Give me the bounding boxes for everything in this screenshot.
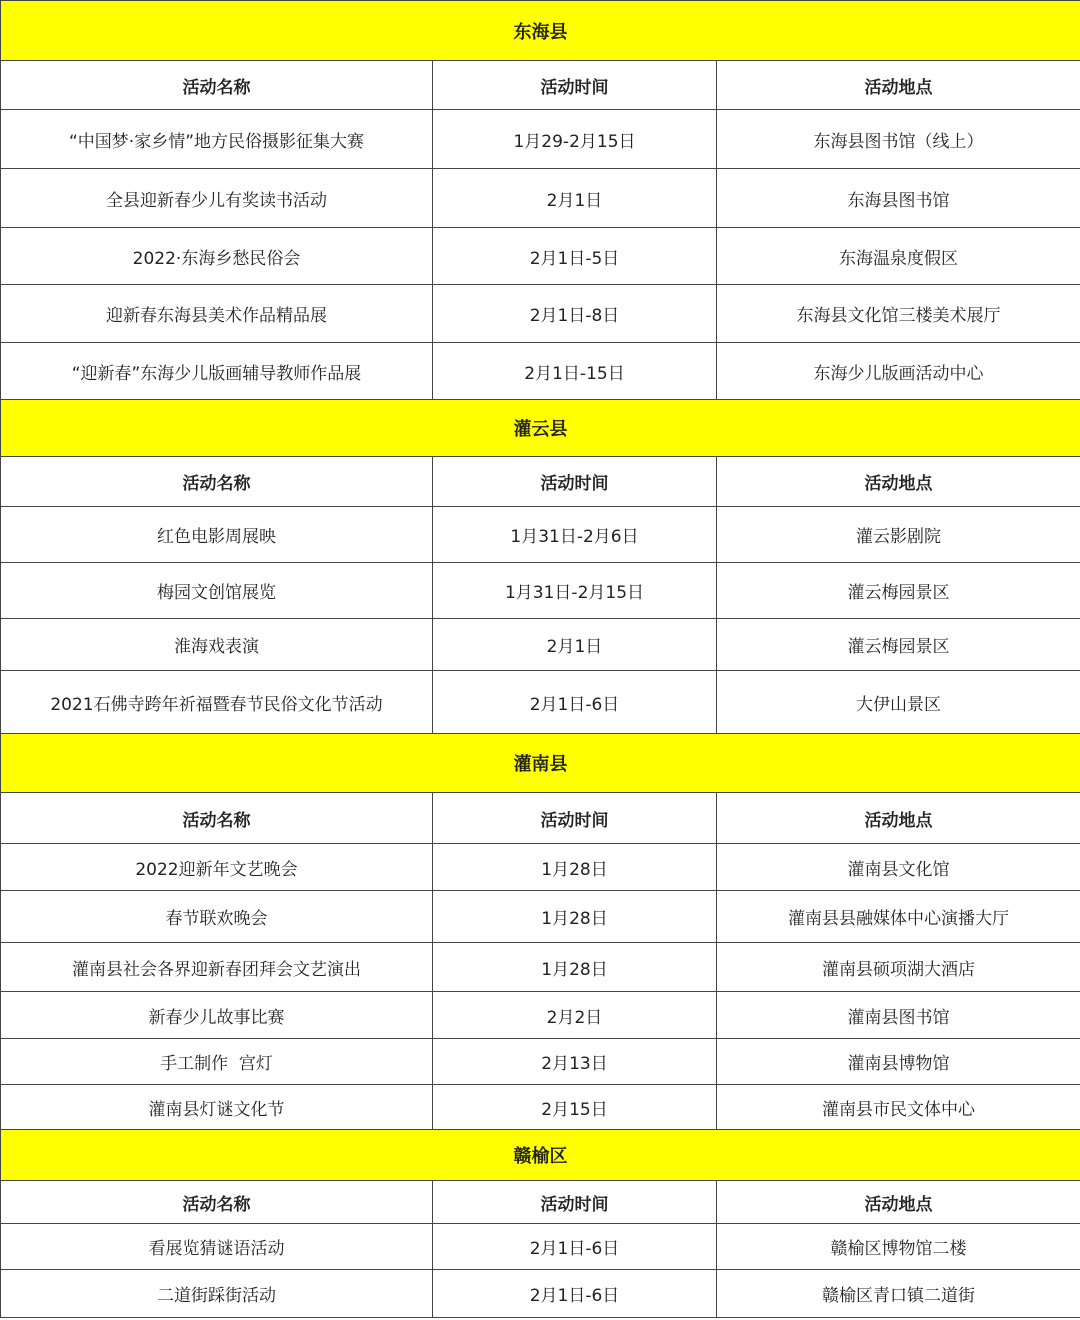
event-time: 2月13日 [433,1039,717,1085]
table-row [1,110,1080,169]
event-place: 灌云梅园景区 [717,619,1080,671]
event-name: 2022·东海乡愁民俗会 [1,228,433,285]
event-name: 二道街踩街活动 [1,1270,433,1318]
table-row [1,1039,1080,1085]
event-place: 东海县图书馆 [717,169,1080,228]
section-header-guanyun [1,400,1080,457]
event-place: 灌云影剧院 [717,507,1080,563]
column-header-name: 活动名称 [1,61,433,110]
event-time: 2月1日-5日 [433,228,717,285]
column-header-row [1,457,1080,507]
table-row [1,563,1080,619]
event-time: 1月31日-2月6日 [433,507,717,563]
column-header-time: 活动时间 [433,793,717,844]
event-place: 灌南县博物馆 [717,1039,1080,1085]
event-time: 2月1日 [433,169,717,228]
event-time: 2月2日 [433,992,717,1039]
event-name: 灌南县灯谜文化节 [1,1085,433,1130]
event-time: 2月1日-6日 [433,1270,717,1318]
table-row [1,285,1080,343]
column-header-time: 活动时间 [433,61,717,110]
event-name: 新春少儿故事比赛 [1,992,433,1039]
section-header-donghai [1,1,1080,61]
table-row [1,169,1080,228]
section-title: 东海县 [1,1,1080,61]
event-name: 淮海戏表演 [1,619,433,671]
table-row [1,992,1080,1039]
column-header-time: 活动时间 [433,1181,717,1224]
event-time: 1月28日 [433,943,717,992]
column-header-place: 活动地点 [717,1181,1080,1224]
column-header-row [1,61,1080,110]
event-time: 2月1日 [433,619,717,671]
column-header-place: 活动地点 [717,793,1080,844]
event-place: 赣榆区博物馆二楼 [717,1224,1080,1270]
event-time: 2月15日 [433,1085,717,1130]
event-time: 1月28日 [433,891,717,943]
event-name: “中国梦·家乡情”地方民俗摄影征集大赛 [1,110,433,169]
event-place: 灌南县县融媒体中心演播大厅 [717,891,1080,943]
event-place: 东海温泉度假区 [717,228,1080,285]
table-row [1,844,1080,891]
event-name: 2021石佛寺跨年祈福暨春节民俗文化节活动 [1,671,433,734]
column-header-place: 活动地点 [717,61,1080,110]
event-place: 灌云梅园景区 [717,563,1080,619]
event-place: 东海少儿版画活动中心 [717,343,1080,400]
event-time: 1月28日 [433,844,717,891]
event-place: 东海县文化馆三楼美术展厅 [717,285,1080,343]
table-row [1,671,1080,734]
section-title: 灌云县 [1,400,1080,457]
event-place: 灌南县硕项湖大酒店 [717,943,1080,992]
table-row [1,1085,1080,1130]
column-header-row [1,1181,1080,1224]
table-row [1,343,1080,400]
event-place: 大伊山景区 [717,671,1080,734]
event-name: 春节联欢晚会 [1,891,433,943]
section-header-guannan [1,734,1080,793]
table-row [1,943,1080,992]
table-row [1,1224,1080,1270]
table-row [1,891,1080,943]
section-title: 赣榆区 [1,1130,1080,1181]
event-time: 2月1日-8日 [433,285,717,343]
event-time: 1月31日-2月15日 [433,563,717,619]
event-name: 迎新春东海县美术作品精品展 [1,285,433,343]
event-place: 灌南县文化馆 [717,844,1080,891]
event-name: 梅园文创馆展览 [1,563,433,619]
event-time: 2月1日-6日 [433,671,717,734]
event-time: 1月29-2月15日 [433,110,717,169]
table-row [1,507,1080,563]
table-row [1,228,1080,285]
event-name: 看展览猜谜语活动 [1,1224,433,1270]
event-place: 东海县图书馆（线上） [717,110,1080,169]
column-header-place: 活动地点 [717,457,1080,507]
table-row [1,1270,1080,1318]
column-header-row [1,793,1080,844]
column-header-name: 活动名称 [1,793,433,844]
event-place: 赣榆区青口镇二道街 [717,1270,1080,1318]
event-name: 全县迎新春少儿有奖读书活动 [1,169,433,228]
column-header-name: 活动名称 [1,1181,433,1224]
column-header-name: 活动名称 [1,457,433,507]
column-header-time: 活动时间 [433,457,717,507]
event-name: 2022迎新年文艺晚会 [1,844,433,891]
event-name: 红色电影周展映 [1,507,433,563]
event-time: 2月1日-6日 [433,1224,717,1270]
event-place: 灌南县市民文体中心 [717,1085,1080,1130]
event-name: 手工制作 宫灯 [1,1039,433,1085]
section-header-ganyu [1,1130,1080,1181]
table-row [1,619,1080,671]
event-name: 灌南县社会各界迎新春团拜会文艺演出 [1,943,433,992]
event-place: 灌南县图书馆 [717,992,1080,1039]
section-title: 灌南县 [1,734,1080,793]
event-time: 2月1日-15日 [433,343,717,400]
event-name: “迎新春”东海少儿版画辅导教师作品展 [1,343,433,400]
